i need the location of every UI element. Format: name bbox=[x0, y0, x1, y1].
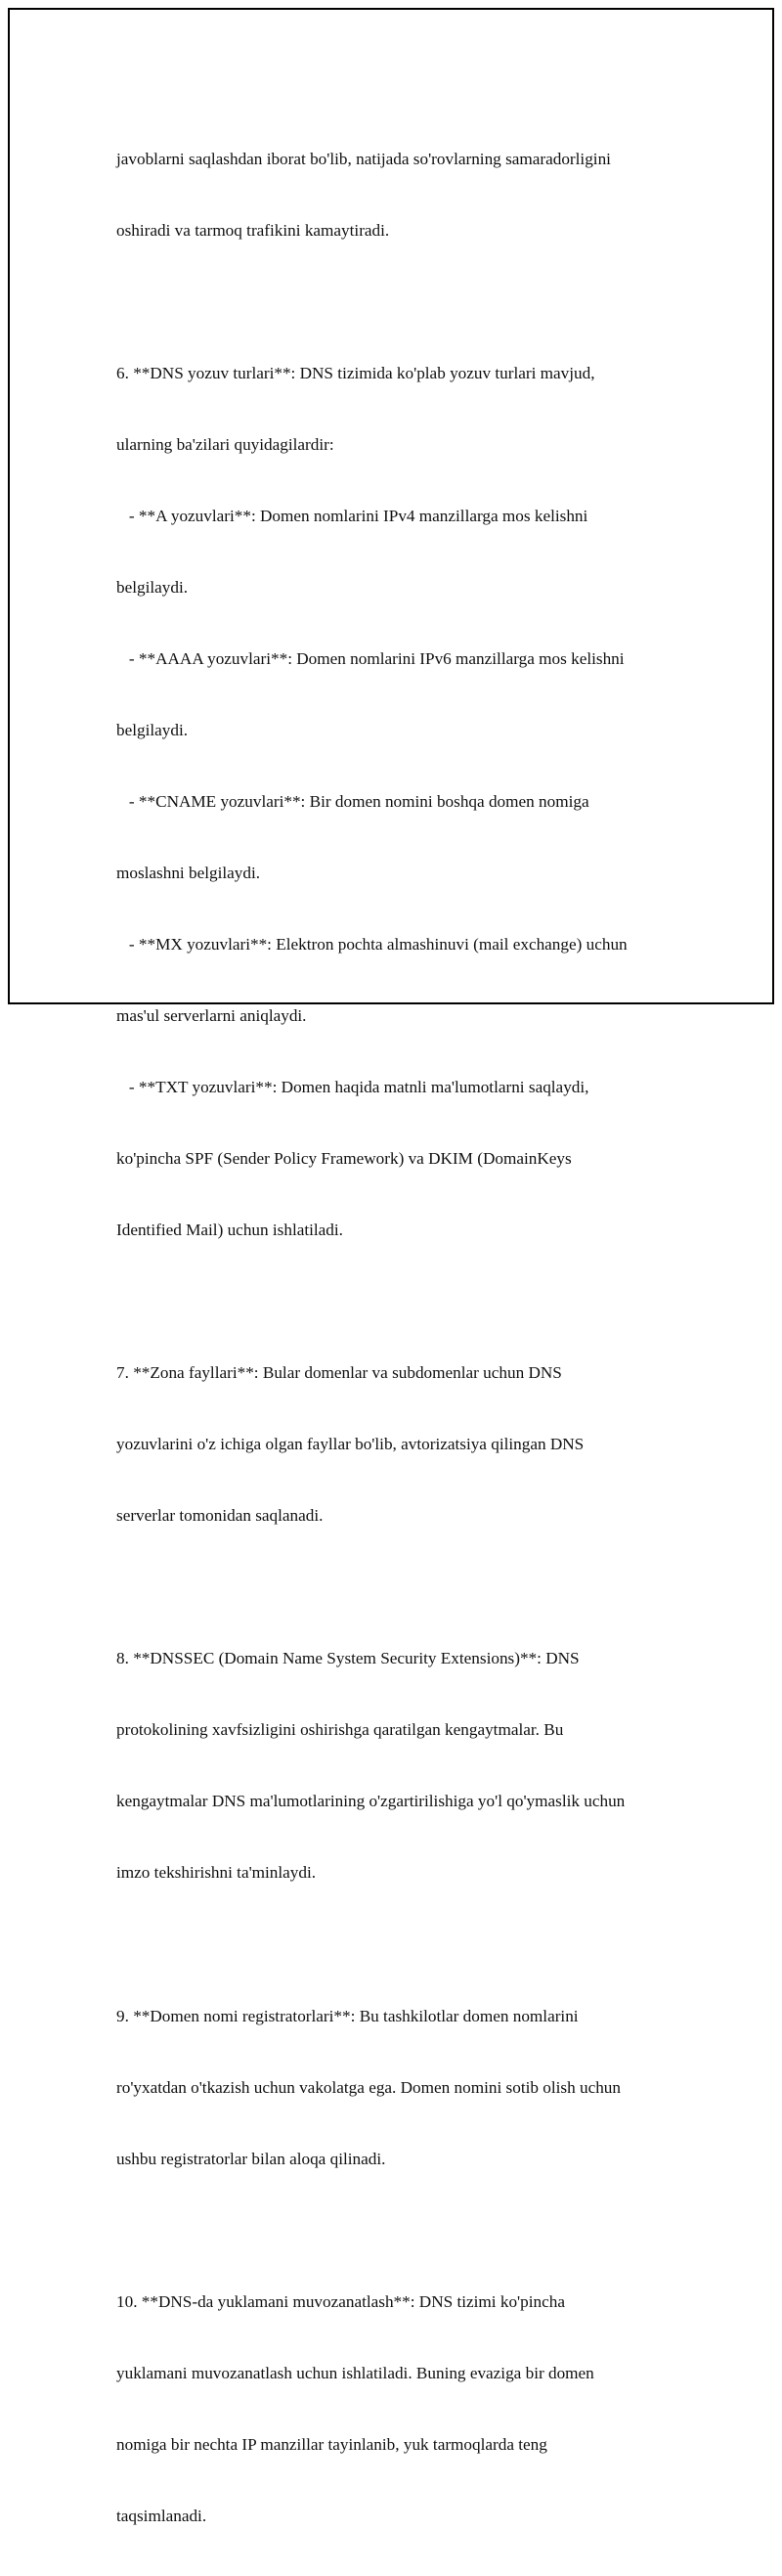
text-line: ko'pincha SPF (Sender Policy Framework) va DKIM (DomainKeys bbox=[116, 1149, 572, 1169]
text-line: kengaytmalar DNS ma'lumotlarining o'zgartirilishiga yo'l qo'ymaslik uchun bbox=[116, 1792, 626, 1811]
text-line: - **A yozuvlari**: Domen nomlarini IPv4 manzillarga mos kelishni bbox=[116, 506, 588, 525]
text-line: javoblarni saqlashdan iborat bo'lib, natijada so'rovlarning samaradorligini bbox=[116, 149, 611, 168]
text-line: - **CNAME yozuvlari**: Bir domen nomini boshqa domen nomiga bbox=[116, 791, 589, 811]
text-line: 8. **DNSSEC (Domain Name System Security Extensions)**: DNS bbox=[116, 1649, 580, 1668]
text-line: nomiga bir nechta IP manzillar tayinlanib, yuk tarmoqlarda teng bbox=[116, 2434, 547, 2454]
text-line: 6. **DNS yozuv turlari**: DNS tizimida ko'plab yozuv turlari mavjud, bbox=[116, 363, 595, 382]
text-line: - **MX yozuvlari**: Elektron pochta almashinuvi (mail exchange) uchun bbox=[116, 935, 628, 955]
text-line: yuklamani muvozanatlash uchun ishlatiladi. Buning evaziga bir domen bbox=[116, 2363, 594, 2382]
text-line: Identified Mail) uchun ishlatiladi. bbox=[116, 1221, 343, 1240]
text-line: mas'ul serverlarni aniqlaydi. bbox=[116, 1006, 307, 1026]
text-line: - **TXT yozuvlari**: Domen haqida matnli ma'lumotlarni saqlaydi, bbox=[116, 1078, 589, 1097]
blank-line bbox=[116, 1932, 683, 1956]
blank-line bbox=[116, 1576, 683, 1599]
text-line: belgilaydi. bbox=[116, 720, 189, 739]
blank-line bbox=[116, 290, 683, 314]
text-line: ularning ba'zilari quyidagilardir: bbox=[116, 434, 334, 454]
text-line: serverlar tomonidan saqlanadi. bbox=[116, 1506, 324, 1526]
text-line: - **AAAA yozuvlari**: Domen nomlarini IPv6 manzillarga mos kelishni bbox=[116, 648, 625, 668]
text-line: 7. **Zona fayllari**: Bular domenlar va subdomenlar uchun DNS bbox=[116, 1363, 562, 1383]
text-line: 10. **DNS-da yuklamani muvozanatlash**: DNS tizimi ko'pincha bbox=[116, 2291, 565, 2311]
document-text bbox=[116, 100, 683, 2576]
text-line: 9. **Domen nomi registratorlari**: Bu tashkilotlar domen nomlarini bbox=[116, 2006, 579, 2025]
text-line: oshiradi va tarmoq trafikini kamaytiradi. bbox=[116, 220, 390, 240]
text-line: ro'yxatdan o'tkazish uchun vakolatga ega. Domen nomini sotib olish uchun bbox=[116, 2077, 621, 2097]
text-line: taqsimlanadi. bbox=[116, 2506, 207, 2525]
blank-line bbox=[116, 1290, 683, 1313]
text-line: protokolining xavfsizligini oshirishga qaratilgan kengaytmalar. Bu bbox=[116, 1720, 564, 1740]
text-line: moslashni belgilaydi. bbox=[116, 864, 261, 882]
text-line: belgilaydi. bbox=[116, 577, 189, 597]
blank-line bbox=[116, 2219, 683, 2243]
text-line: imzo tekshirishni ta'minlaydi. bbox=[116, 1863, 317, 1883]
text-line: yozuvlarini o'z ichiga olgan fayllar bo'lib, avtorizatsiya qilingan DNS bbox=[116, 1435, 585, 1454]
text-line: ushbu registratorlar bilan aloqa qilinadi. bbox=[116, 2149, 386, 2168]
page-frame bbox=[8, 8, 774, 2525]
